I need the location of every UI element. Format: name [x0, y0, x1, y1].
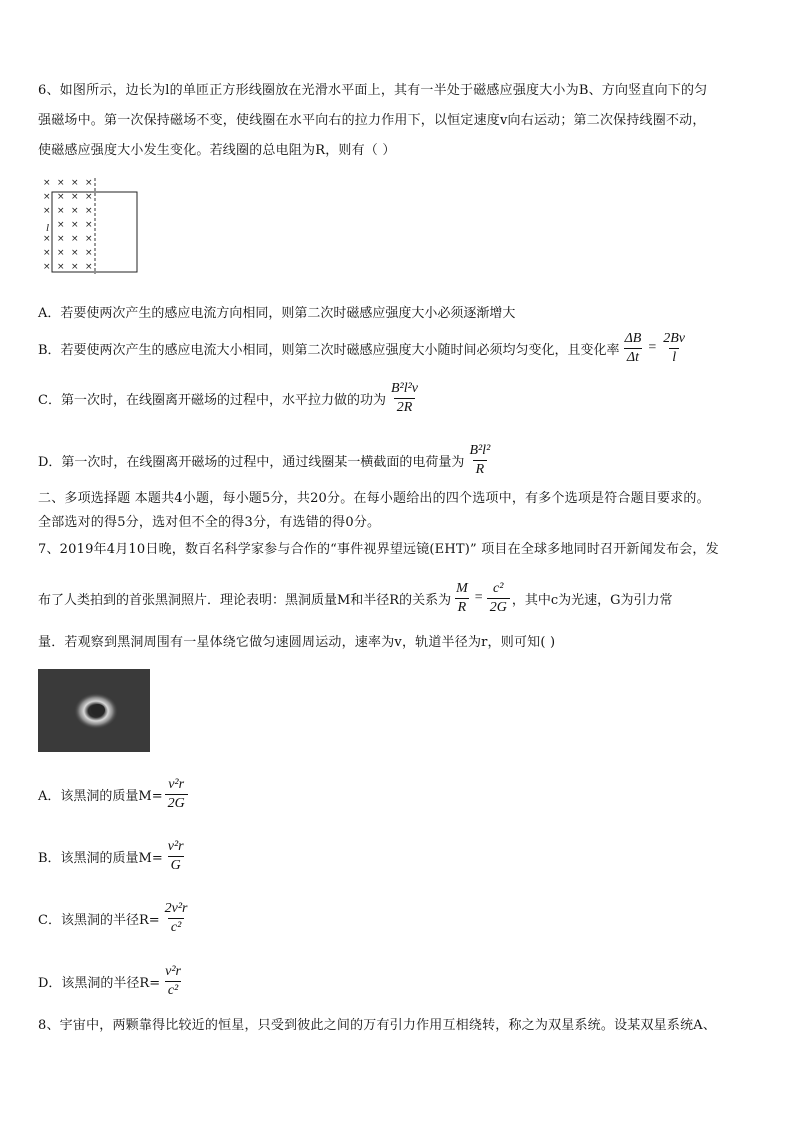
fraction-numerator: ΔB — [624, 330, 642, 346]
fraction-numerator: 2v²r — [164, 900, 188, 916]
q6-option-b[interactable] — [38, 328, 690, 368]
section2-line2: 全部选对的得5分，选对但不全的得3分，有选错的得0分。 — [38, 515, 381, 530]
fraction-numerator: v²r — [165, 963, 181, 979]
fraction-numerator: c² — [493, 580, 504, 596]
q8-line1: 8、宇宙中，两颗靠得比较近的恒星，只受到彼此之间的万有引力作用互相绕转，称之为双星系统。设某双星系统A、 — [38, 1018, 717, 1033]
fraction-numerator: 2Bv — [663, 330, 686, 346]
q6-option-a-text: A．若要使两次产生的感应电流方向相同，则第二次时磁感应强度大小必须逐渐增大 — [38, 305, 516, 321]
svg-text:×: × — [85, 248, 93, 258]
fraction-denominator: 2G — [165, 794, 188, 813]
q6-option-d-fraction — [466, 442, 493, 479]
black-hole-image — [38, 669, 150, 752]
q7-option-c-fraction — [162, 900, 191, 937]
q7-option-b-text: B．该黑洞的质量M= — [38, 850, 163, 866]
svg-text:×: × — [43, 248, 51, 258]
q7-option-a-text: A．该黑洞的质量M= — [38, 788, 163, 804]
svg-text:×: × — [85, 192, 93, 202]
fraction-denominator: l — [669, 348, 679, 367]
q6-line1: 6、如图所示，边长为l的单匝正方形线圈放在光滑水平面上，其有一半处于磁感应强度大小为B、方向竖直向下的匀 — [38, 83, 708, 98]
fraction-denominator: Δt — [624, 348, 642, 367]
q6-option-b-text: B．若要使两次产生的感应电流大小相同，则第二次时磁感应强度大小随时间必须均匀变化，且变化率 — [38, 342, 620, 358]
q7-line2-text-b: ，其中c为光速，G为引力常 — [511, 592, 673, 608]
q7-option-c-text: C．该黑洞的半径R= — [38, 912, 160, 928]
q7-fraction-m-over-r — [453, 580, 471, 617]
section2-line1: 二、多项选择题 本题共4小题，每小题5分，共20分。在每小题给出的四个选项中，有多个选项是符合题目要求的。 — [38, 491, 710, 506]
q7-option-a-fraction — [165, 776, 188, 813]
q6-option-b-fraction-2 — [660, 330, 688, 367]
fraction-denominator: c² — [168, 918, 184, 937]
svg-text:×: × — [85, 206, 93, 216]
fraction-numerator: B²l²v — [390, 380, 419, 396]
svg-text:×: × — [85, 234, 93, 244]
equals-sign: = — [648, 340, 657, 355]
q6-option-d-text: D．第一次时，在线圈离开磁场的过程中，通过线圈某一横截面的电荷量为 — [38, 454, 465, 470]
q8-stem — [38, 1011, 760, 1041]
svg-text:×: × — [57, 262, 65, 272]
svg-text:×: × — [57, 234, 65, 244]
fraction-denominator: R — [473, 460, 488, 479]
svg-text:×: × — [85, 178, 93, 188]
fraction-denominator: R — [455, 598, 470, 617]
q7-line2 — [38, 576, 672, 620]
svg-text:×: × — [71, 248, 79, 258]
q6-option-d[interactable] — [38, 440, 495, 480]
fraction-denominator: c² — [165, 981, 181, 1000]
q6-option-c-text: C．第一次时，在线圈离开磁场的过程中，水平拉力做的功为 — [38, 392, 386, 408]
svg-text:×: × — [85, 262, 93, 272]
fraction-numerator: B²l² — [469, 442, 491, 458]
q6-option-a[interactable] — [38, 298, 515, 324]
q7-line2-text-a: 布了人类拍到的首张黑洞照片．理论表明：黑洞质量M和半径R的关系为 — [38, 592, 452, 608]
q6-line2: 强磁场中。第一次保持磁场不变，使线圈在水平向右的拉力作用下，以恒定速度v向右运动；第二次保持线圈不动， — [38, 113, 706, 128]
q6-option-c[interactable] — [38, 378, 423, 418]
svg-text:×: × — [85, 220, 93, 230]
q6-stem — [38, 76, 760, 166]
svg-text:×: × — [71, 206, 79, 216]
q7-option-d-text: D．该黑洞的半径R= — [38, 975, 161, 991]
svg-text:×: × — [57, 192, 65, 202]
q7-option-a[interactable] — [38, 772, 190, 816]
q7-option-b-fraction — [165, 838, 187, 875]
q7-option-d-fraction — [162, 963, 184, 1000]
fraction-numerator: v²r — [167, 838, 184, 854]
q6-option-c-fraction — [388, 380, 421, 417]
svg-text:×: × — [43, 234, 51, 244]
svg-text:×: × — [71, 262, 79, 272]
fraction-denominator: G — [168, 856, 184, 875]
svg-text:×: × — [71, 234, 79, 244]
q7-line1: 7、2019年4月10日晚，数百名科学家参与合作的“事件视界望远镜(EHT)” 项目在全球多地同时召开新闻发布会，发 — [38, 542, 719, 557]
q7-line1-wrap — [38, 535, 760, 565]
q7-fraction-c2-over-2g — [487, 580, 510, 617]
fraction-numerator: v²r — [168, 776, 185, 792]
section2-instructions — [38, 487, 760, 535]
svg-text:×: × — [43, 178, 51, 188]
svg-text:×: × — [71, 178, 79, 188]
svg-text:×: × — [57, 178, 65, 188]
black-hole-photo — [38, 669, 150, 752]
svg-text:×: × — [57, 248, 65, 258]
q7-line3-wrap — [38, 628, 760, 658]
svg-text:×: × — [43, 192, 51, 202]
q7-option-b[interactable] — [38, 834, 189, 878]
q7-line3: 量．若观察到黑洞周围有一星体绕它做匀速圆周运动，速率为v，轨道半径为r，则可知( ) — [38, 635, 556, 650]
svg-text:×: × — [57, 206, 65, 216]
q7-option-c[interactable] — [38, 896, 193, 940]
equals-sign: = — [474, 590, 483, 605]
svg-text:×: × — [71, 220, 79, 230]
q7-option-d[interactable] — [38, 959, 186, 1003]
svg-text:×: × — [43, 262, 51, 272]
q6-line3: 使磁感应强度大小发生变化。若线圈的总电阻为R，则有（ ） — [38, 143, 396, 158]
svg-text:×: × — [57, 220, 65, 230]
svg-text:×: × — [71, 192, 79, 202]
q6-magnetic-field-figure — [38, 176, 142, 276]
q6-figure-label: l — [46, 222, 50, 234]
fraction-numerator: M — [456, 580, 468, 596]
fraction-denominator: 2G — [487, 598, 510, 617]
q6-option-b-fraction-1 — [622, 330, 645, 367]
svg-text:×: × — [43, 206, 51, 216]
fraction-denominator: 2R — [394, 398, 416, 417]
